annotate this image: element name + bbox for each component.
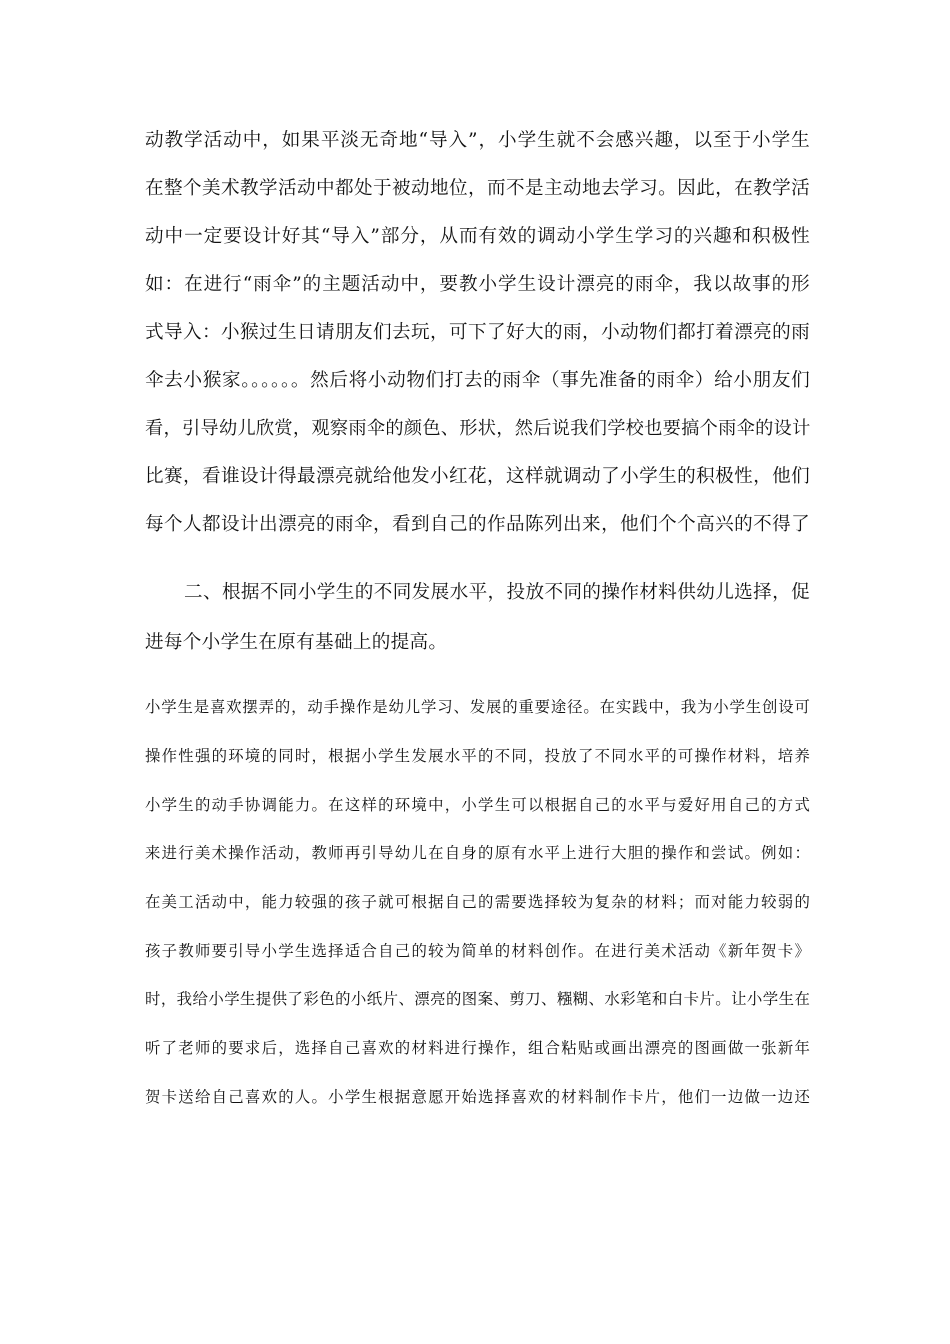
section-heading-line: 进每个小学生在原有基础上的提高。: [145, 632, 448, 653]
paragraph-1-line: 动教学活动中，如果平淡无奇地“导入”，小学生就不会感兴趣，以至于小学生: [145, 130, 810, 151]
paragraph-2-line: 孩子教师要引导小学生选择适合自己的较为简单的材料创作。在进行美术活动《新年贺卡》: [145, 942, 810, 960]
paragraph-1-line: 在整个美术教学活动中都处于被动地位，而不是主动地去学习。因此，在教学活: [145, 178, 810, 199]
paragraph-1-line: 动中一定要设计好其“导入”部分，从而有效的调动小学生学习的兴趣和积极性: [145, 226, 810, 247]
paragraph-2-line: 小学生的动手协调能力。在这样的环境中，小学生可以根据自己的水平与爱好用自己的方式: [145, 796, 810, 814]
paragraph-2-line: 小学生是喜欢摆弄的，动手操作是幼儿学习、发展的重要途径。在实践中，我为小学生创设可: [145, 698, 810, 716]
section-heading-line: 二、根据不同小学生的不同发展水平，投放不同的操作材料供幼儿选择，促: [184, 582, 810, 603]
paragraph-1-line: 每个人都设计出漂亮的雨伞，看到自己的作品陈列出来，他们个个高兴的不得了: [145, 514, 810, 535]
paragraph-2-line: 贺卡送给自己喜欢的人。小学生根据意愿开始选择喜欢的材料制作卡片，他们一边做一边还: [145, 1088, 810, 1106]
paragraph-2-line: 操作性强的环境的同时，根据小学生发展水平的不同，投放了不同水平的可操作材料，培养: [145, 747, 810, 765]
paragraph-1-line: 伞去小猴家。。。。。。然后将小动物们打去的雨伞（事先准备的雨伞）给小朋友们: [145, 370, 810, 391]
paragraph-1-line: 如：在进行“雨伞”的主题活动中，要教小学生设计漂亮的雨伞，我以故事的形: [145, 274, 810, 295]
paragraph-1-line: 比赛，看谁设计得最漂亮就给他发小红花，这样就调动了小学生的积极性，他们: [145, 466, 810, 487]
paragraph-2-line: 听了老师的要求后，选择自己喜欢的材料进行操作，组合粘贴或画出漂亮的图画做一张新年: [145, 1039, 810, 1057]
paragraph-1-line: 看，引导幼儿欣赏，观察雨伞的颜色、形状，然后说我们学校也要搞个雨伞的设计: [145, 418, 811, 439]
paragraph-1-line: 式导入：小猴过生日请朋友们去玩，可下了好大的雨，小动物们都打着漂亮的雨: [145, 322, 810, 343]
paragraph-2-line: 在美工活动中，能力较强的孩子就可根据自己的需要选择较为复杂的材料；而对能力较弱的: [145, 893, 810, 911]
paragraph-2-line: 来进行美术操作活动，教师再引导幼儿在自身的原有水平上进行大胆的操作和尝试。例如：: [145, 844, 810, 862]
paragraph-2-line: 时，我给小学生提供了彩色的小纸片、漂亮的图案、剪刀、糨糊、水彩笔和白卡片。让小学生在: [145, 990, 810, 1008]
